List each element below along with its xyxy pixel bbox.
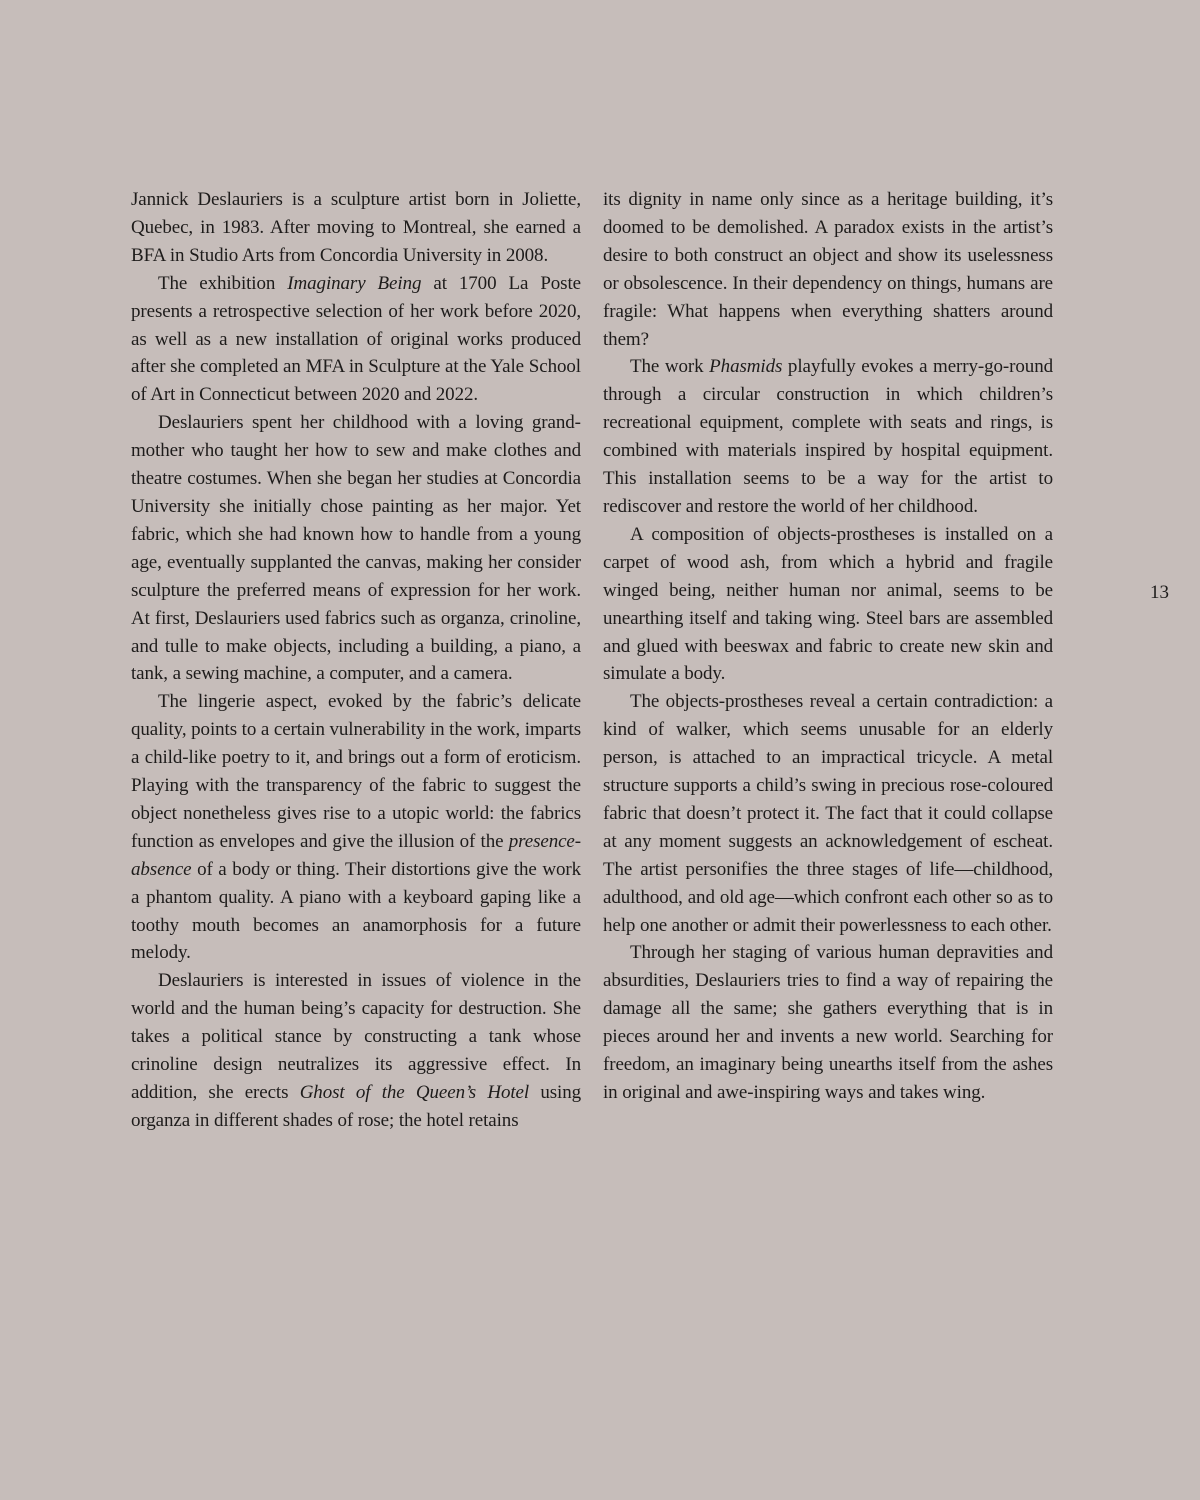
paragraph-text: its dignity in name only since as a heritage building, it’s doomed to be demolished. A paradox exists in the artist’s desire to both construct an object and show its uselessness or obsolescence. In their dependency on things, humans are fragile: What happens when everything shatters around them? <box>603 189 1053 350</box>
paragraph <box>603 939 1053 1106</box>
paragraph <box>131 186 581 270</box>
paragraph-text: Deslauriers is interested in issues of violence in the world and the human being’s capacity for destruction. She takes a political stance by constructing a tank whose crinoline design neutralizes its aggressive effect. In addition, she erects <box>131 970 581 1103</box>
paragraph <box>603 521 1053 688</box>
paragraph-text: Jannick Deslauriers is a sculpture artist born in Joliette, Quebec, in 1983. After moving to Montreal, she earned a BFA in Studio Arts from Concordia University in 2008. <box>131 189 581 266</box>
paragraph-text: The lingerie aspect, evoked by the fabric’s delicate quality, points to a certain vulnerability in the work, imparts a child-like poetry to it, and brings out a form of eroticism. Playing with the transparency of the fabric to suggest the object nonetheless gives rise to a utopic world: the fabrics function as envelopes and give the illusion of the <box>131 691 581 852</box>
paragraph <box>603 353 1053 520</box>
left-text-column <box>131 186 581 1135</box>
paragraph <box>131 967 581 1134</box>
paragraph <box>603 186 1053 353</box>
paragraph-text: The work <box>630 356 710 378</box>
page-number: 13 <box>1150 582 1169 603</box>
paragraph <box>131 409 581 688</box>
paragraph-text: Through her staging of various human depravities and absurdities, Deslauriers tries to find a way of repairing the damage all the same; she gathers everything that is in pieces around her and invents a new world. Searching for freedom, an imaginary being unearths itself from the ashes in original and awe-inspiring ways and takes wing. <box>603 942 1053 1103</box>
artwork-title: Ghost of the Queen’s Hotel <box>299 1082 530 1103</box>
paragraph-text: playfully evokes a merry-go-round through a circular construction in which children’s recreational equipment, complete with seats and rings, is combined with materials inspired by hospital equipment. This installation seems to be a way for the artist to rediscover and restore the world of her childhood. <box>603 356 1053 517</box>
emphasized-term: presence-absence <box>131 830 581 880</box>
paragraph-text: The objects-prostheses reveal a certain contradiction: a kind of walker, which seems unusable for an elderly person, is attached to an impractical tricycle. A metal structure supports a child’s swing in precious rose-coloured fabric that doesn’t protect it. The fact that it could collapse at any moment suggests an acknowledgement of escheat. The artist personifies the three stages of life—childhood, adulthood, and old age—which confront each other so as to help one another or admit their powerlessness to each other. <box>603 691 1053 936</box>
paragraph <box>131 688 581 967</box>
paragraph-text: The exhibition <box>158 272 288 294</box>
paragraph-text: using organza in different shades of rose; the hotel retains <box>131 1082 582 1131</box>
paragraph-text: Deslauriers spent her childhood with a loving grandmother who taught her how to sew and make clothes and theatre costumes. When she began her studies at Concordia University she initially chose painting as her major. Yet fabric, which she had known how to handle from a young age, eventually supplanted the canvas, making her consider sculpture the preferred means of expression for her work. At first, Deslauriers used fabrics such as organza, crinoline, and tulle to make objects, including a building, a piano, a tank, a sewing machine, a computer, and a camera. <box>131 412 581 685</box>
paragraph-text: A composition of objects-prostheses is installed on a carpet of wood ash, from which a hybrid and fragile winged being, neither human nor animal, seems to be unearthing itself and taking wing. Steel bars are assembled and glued with beeswax and fabric to create new skin and simulate a body. <box>603 523 1053 685</box>
paragraph <box>603 688 1053 939</box>
paragraph-text: at 1700 La Poste presents a retrospective selection of her work before 2020, as well as a new installation of original works produced after she completed an MFA in Sculpture at the Yale School of Art in Connecticut between 2020 and 2022. <box>131 272 581 406</box>
paragraph <box>131 270 581 410</box>
right-text-column <box>603 186 1053 1107</box>
paragraph-text: of a body or thing. Their distortions give the work a phantom quality. A piano with a keyboard gaping like a toothy mouth becomes an anamorphosis for a future melody. <box>131 858 581 964</box>
artwork-title: Imaginary Being <box>287 272 422 294</box>
artwork-title: Phasmids <box>709 356 783 378</box>
